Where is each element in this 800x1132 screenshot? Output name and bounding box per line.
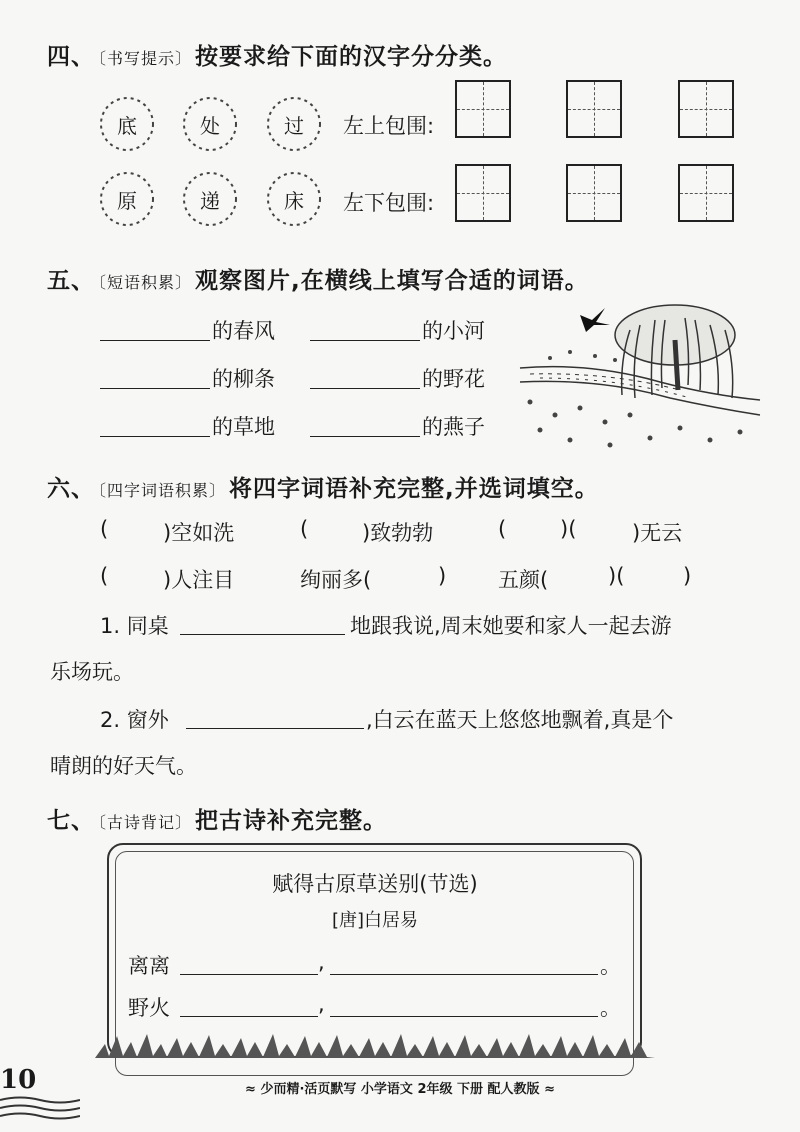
poem-period: 。 [600, 996, 621, 1020]
sentence-1-middle: 地跟我说,周末她要和家人一起去游 [350, 614, 672, 638]
char-label: 处 [200, 113, 220, 138]
char-label: 递 [200, 188, 220, 213]
poem-line-1-start: 离离 [128, 954, 170, 978]
idiom-6: 五颜( [498, 568, 549, 592]
blank-close-paren[interactable]: ) [683, 564, 692, 588]
poem-title: 赋得古原草送别(节选) [272, 872, 478, 896]
blank-open-paren[interactable]: ( [100, 564, 109, 588]
answer-line[interactable] [180, 1016, 318, 1017]
section6-heading [47, 470, 599, 503]
spring-scene-illustration [510, 290, 765, 455]
idiom-3: )无云 [632, 521, 683, 545]
section6-tag: 〔四字词语积累〕 [98, 481, 227, 500]
sentence-2-start: 2. 窗外 [100, 708, 169, 732]
blank-paren[interactable]: )( [560, 517, 577, 541]
answer-line[interactable] [310, 388, 420, 389]
phrase-6: 的燕子 [422, 415, 485, 439]
char-label: 床 [284, 188, 304, 213]
phrase-4: 的野花 [422, 367, 485, 391]
answer-line[interactable] [100, 388, 210, 389]
writing-grid-box[interactable] [566, 80, 622, 138]
willow-tree-icon [615, 305, 735, 398]
answer-line[interactable] [180, 634, 345, 635]
char-option-2 [178, 92, 242, 156]
section7-heading [47, 802, 387, 835]
answer-line[interactable] [180, 974, 318, 975]
answer-line[interactable] [330, 1016, 598, 1017]
blank-close-paren[interactable]: ) [438, 564, 447, 588]
writing-grid-box[interactable] [455, 164, 511, 222]
writing-grid-box[interactable] [455, 80, 511, 138]
section4-tag: 〔书写提示〕 [98, 49, 193, 68]
blank-open-paren[interactable]: ( [498, 517, 507, 541]
label-bottom-left-enclosure: 左下包围: [343, 191, 435, 215]
idiom-1: )空如洗 [163, 521, 235, 545]
answer-line[interactable] [330, 974, 598, 975]
section5-title: 观察图片,在横线上填写合适的词语。 [195, 268, 589, 294]
writing-grid-box[interactable] [678, 80, 734, 138]
char-label: 底 [117, 113, 137, 138]
section5-number: 五、 [47, 268, 95, 294]
poem-author: [唐]白居易 [331, 910, 419, 931]
phrase-2: 的小河 [422, 319, 485, 343]
label-top-left-enclosure: 左上包围: [343, 114, 435, 138]
wave-decoration-icon [0, 1095, 80, 1125]
answer-line[interactable] [186, 728, 364, 729]
section4-heading [47, 38, 507, 71]
blank-open-paren[interactable]: ( [300, 517, 309, 541]
idiom-2: )致勃勃 [362, 521, 434, 545]
section7-title: 把古诗补充完整。 [195, 808, 388, 834]
answer-line[interactable] [100, 340, 210, 341]
answer-line[interactable] [310, 436, 420, 437]
blank-open-paren[interactable]: ( [100, 517, 109, 541]
river-icon [520, 367, 760, 415]
char-option-3 [262, 92, 326, 156]
answer-line[interactable] [310, 340, 420, 341]
page-number: 10 [0, 1065, 37, 1095]
writing-grid-box[interactable] [678, 164, 734, 222]
swallow-icon [580, 308, 610, 332]
grass-border-icon [95, 1030, 655, 1060]
sentence-2-end: 晴朗的好天气。 [50, 754, 197, 778]
char-option-6 [262, 167, 326, 231]
section6-title: 将四字词语补充完整,并选词填空。 [229, 476, 599, 502]
char-label: 过 [284, 113, 304, 138]
footer-text: ≈ 少而精·活页默写 小学语文 2年级 下册 配人教版 ≈ [245, 1082, 555, 1097]
poem-period: 。 [600, 954, 621, 978]
idiom-5: 绚丽多( [300, 568, 372, 592]
char-option-5 [178, 167, 242, 231]
blank-paren[interactable]: )( [608, 564, 625, 588]
phrase-1: 的春风 [212, 319, 275, 343]
poem-comma: , [318, 950, 325, 974]
sentence-1-start: 1. 同桌 [100, 614, 169, 638]
section6-number: 六、 [47, 476, 95, 502]
idiom-4: )人注目 [163, 568, 235, 592]
phrase-5: 的草地 [212, 415, 275, 439]
section7-number: 七、 [47, 808, 95, 834]
section7-tag: 〔古诗背记〕 [98, 813, 193, 832]
answer-line[interactable] [100, 436, 210, 437]
section5-heading [47, 262, 589, 295]
char-option-1 [95, 92, 159, 156]
sentence-2-middle: ,白云在蓝天上悠悠地飘着,真是个 [366, 708, 674, 732]
writing-grid-box[interactable] [566, 164, 622, 222]
section4-number: 四、 [47, 44, 95, 70]
poem-line-2-start: 野火 [128, 996, 170, 1020]
section4-title: 按要求给下面的汉字分分类。 [195, 44, 508, 70]
phrase-3: 的柳条 [212, 367, 275, 391]
char-label: 原 [117, 188, 137, 213]
sentence-1-end: 乐场玩。 [50, 660, 134, 684]
section5-tag: 〔短语积累〕 [98, 273, 193, 292]
poem-comma: , [318, 992, 325, 1016]
char-option-4 [95, 167, 159, 231]
